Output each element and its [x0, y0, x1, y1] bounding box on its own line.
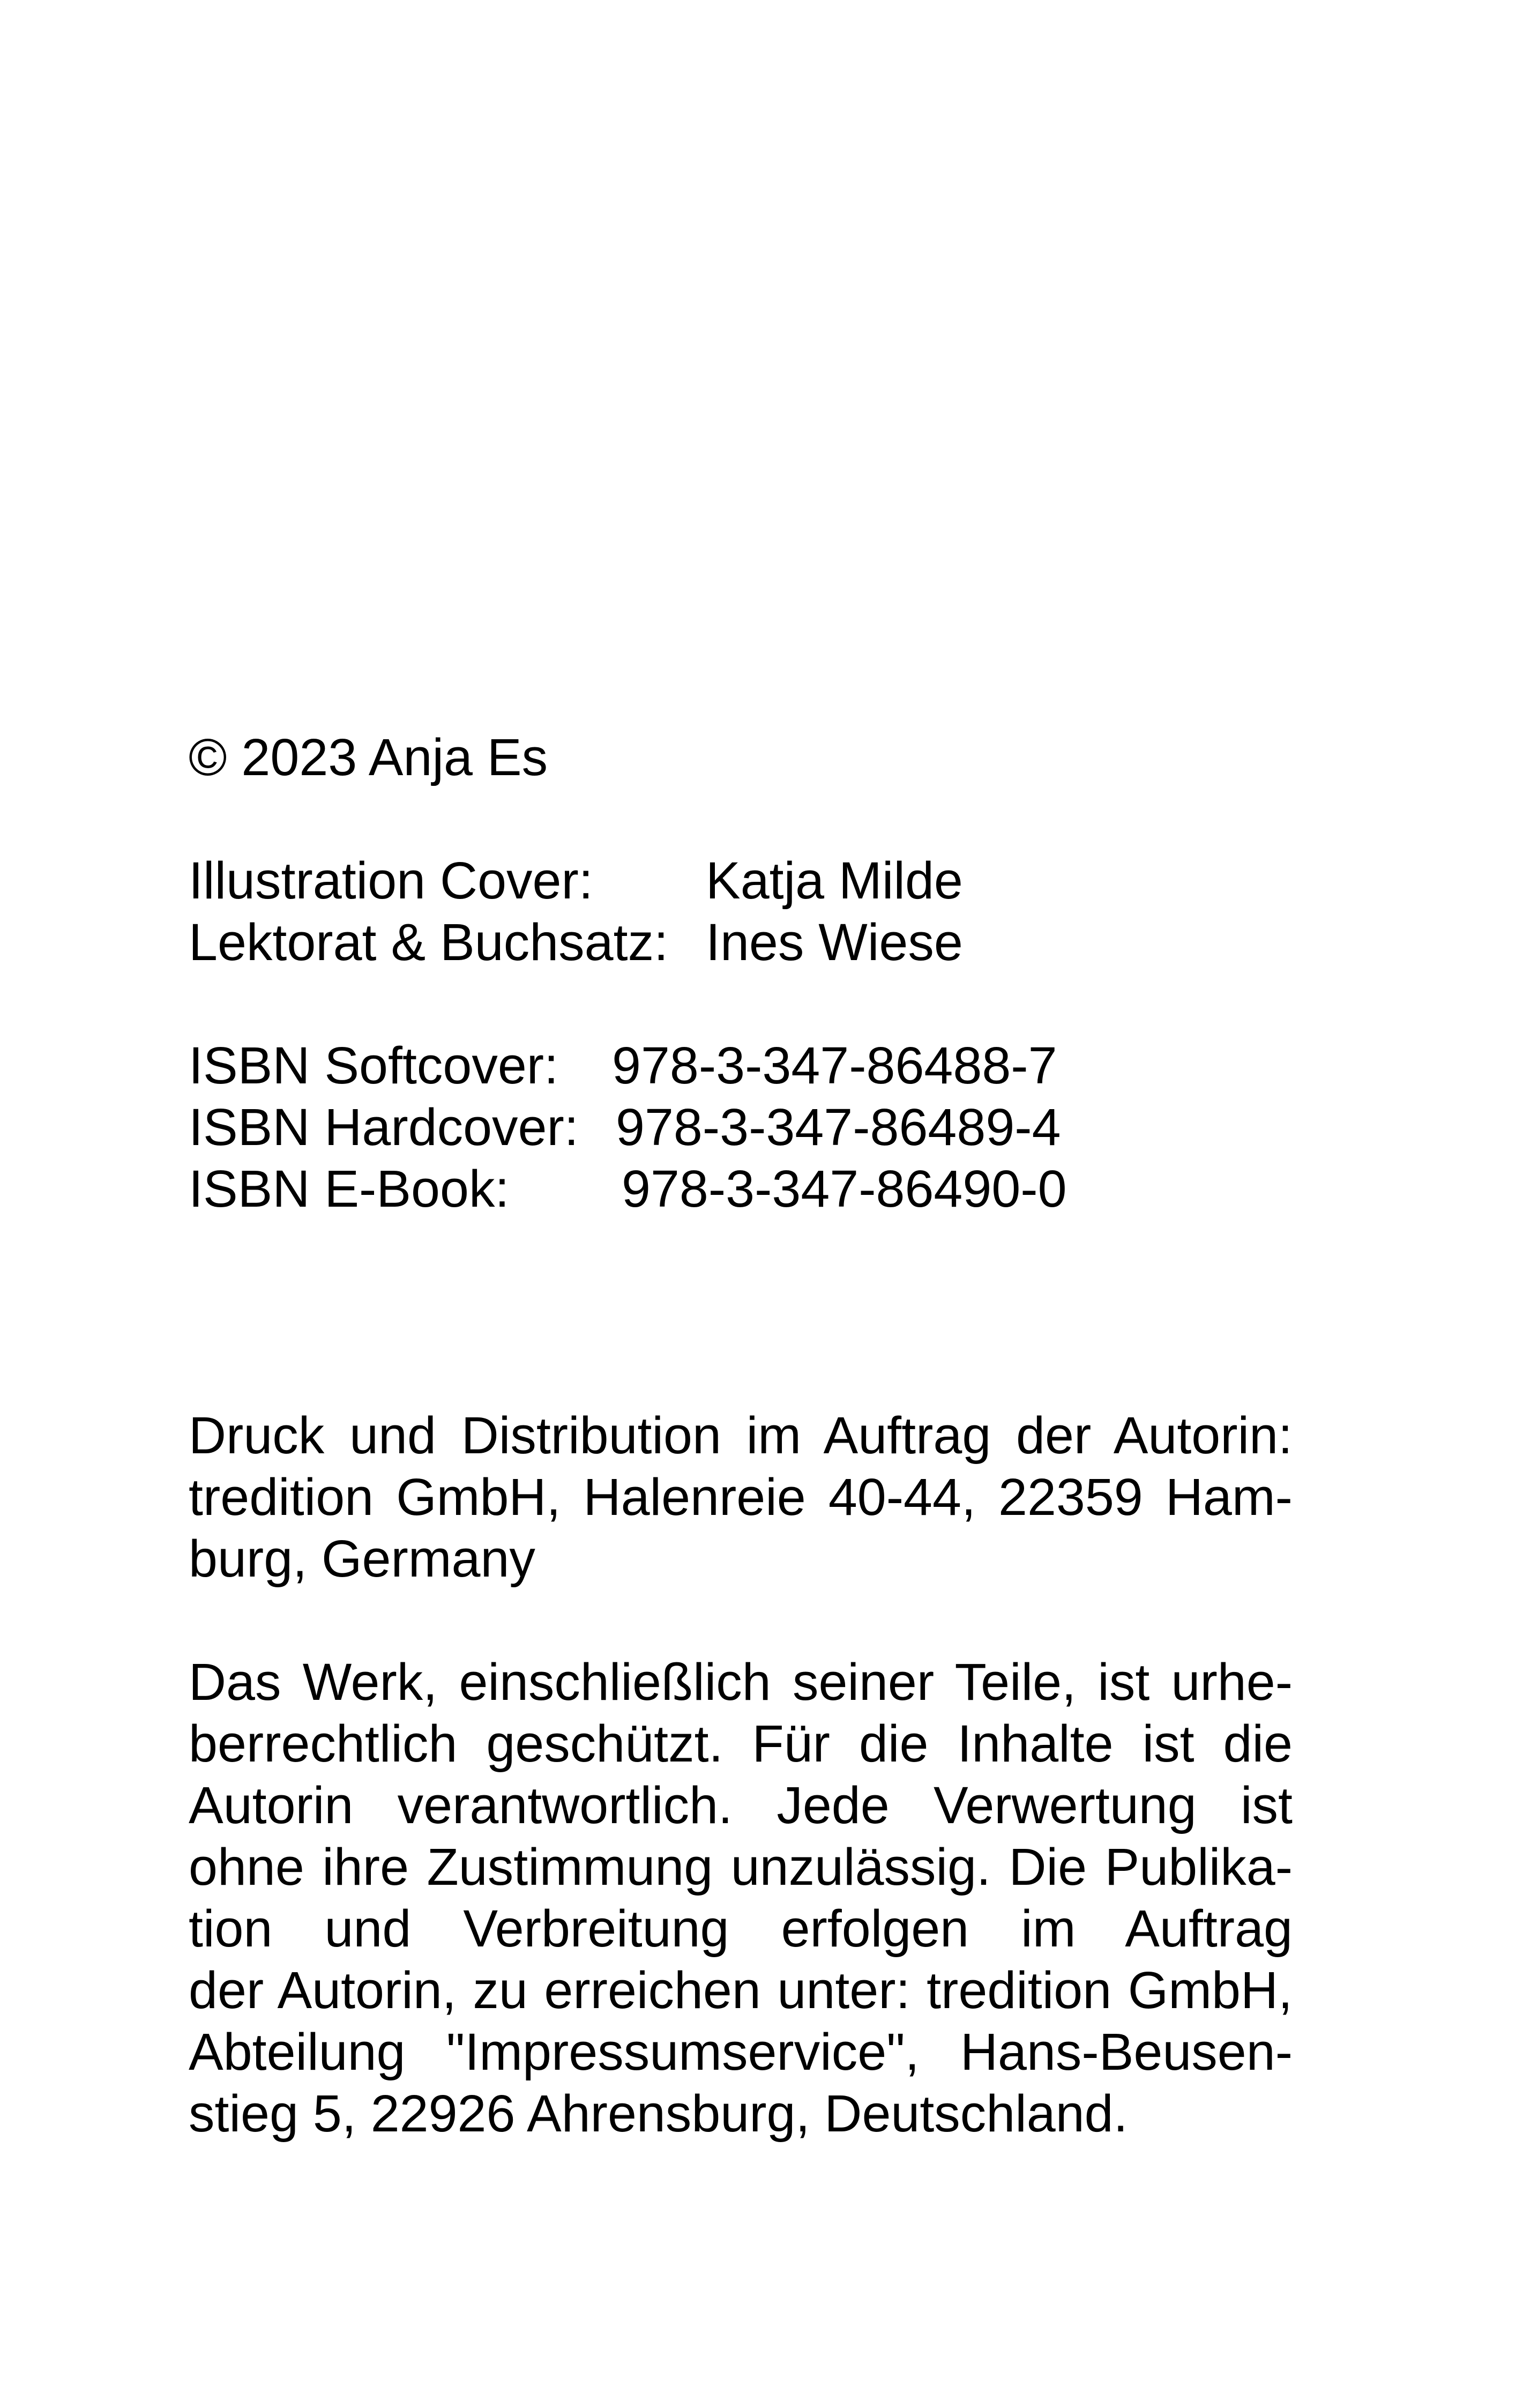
paragraph-line: tion und Verbreitung erfolgen im Auftrag [189, 1899, 1293, 1958]
credit-label: Lektorat & Buchsatz: [189, 913, 669, 971]
isbn-row-ebook [189, 1158, 1293, 1220]
credit-value: Ines Wiese [706, 913, 963, 971]
paragraph-line: ohne ihre Zustimmung unzulässig. Die Publika- [189, 1838, 1293, 1896]
paragraph-line: Druck und Distribution im Auftrag der Autorin: [189, 1406, 1293, 1465]
paragraph-line: tredition GmbH, Halenreie 40-44, 22359 Ham- [189, 1468, 1293, 1526]
isbn-value: 978-3-347-86490-0 [622, 1160, 1067, 1218]
isbn-value: 978-3-347-86488-7 [612, 1036, 1057, 1095]
paragraph-line: berrechtlich geschützt. Für die Inhalte ist die [189, 1714, 1293, 1773]
credit-value: Katja Milde [706, 851, 963, 910]
rights-paragraph [189, 1651, 1293, 2144]
paragraph-line: Autorin verantwortlich. Jede Verwertung ist [189, 1776, 1293, 1834]
isbn-section [189, 1035, 1293, 1220]
isbn-label: ISBN E-Book: [189, 1160, 510, 1218]
isbn-label: ISBN Hardcover: [189, 1098, 579, 1156]
credit-row-editing [189, 911, 1293, 973]
printing-paragraph [189, 1404, 1293, 1589]
credit-row-illustration [189, 850, 1293, 911]
credit-label: Illustration Cover: [189, 851, 593, 910]
paragraph-line: Abteilung "Impressumservice", Hans-Beusen- [189, 2023, 1293, 2081]
paragraph-line: der Autorin, zu erreichen unter: tredition GmbH, [189, 1961, 1293, 2019]
copyright-line: © 2023 Anja Es [189, 728, 548, 786]
copyright-notice [189, 726, 1293, 788]
isbn-value: 978-3-347-86489-4 [616, 1098, 1061, 1156]
paragraph-line: burg, Germany [189, 1529, 535, 1588]
paragraph-line: Das Werk, einschließlich seiner Teile, ist urhe- [189, 1653, 1293, 1711]
credits-section [189, 850, 1293, 973]
paragraph-line: stieg 5, 22926 Ahrensburg, Deutschland. [189, 2084, 1128, 2143]
isbn-row-softcover [189, 1035, 1293, 1096]
isbn-label: ISBN Softcover: [189, 1036, 559, 1095]
isbn-row-hardcover [189, 1096, 1293, 1158]
